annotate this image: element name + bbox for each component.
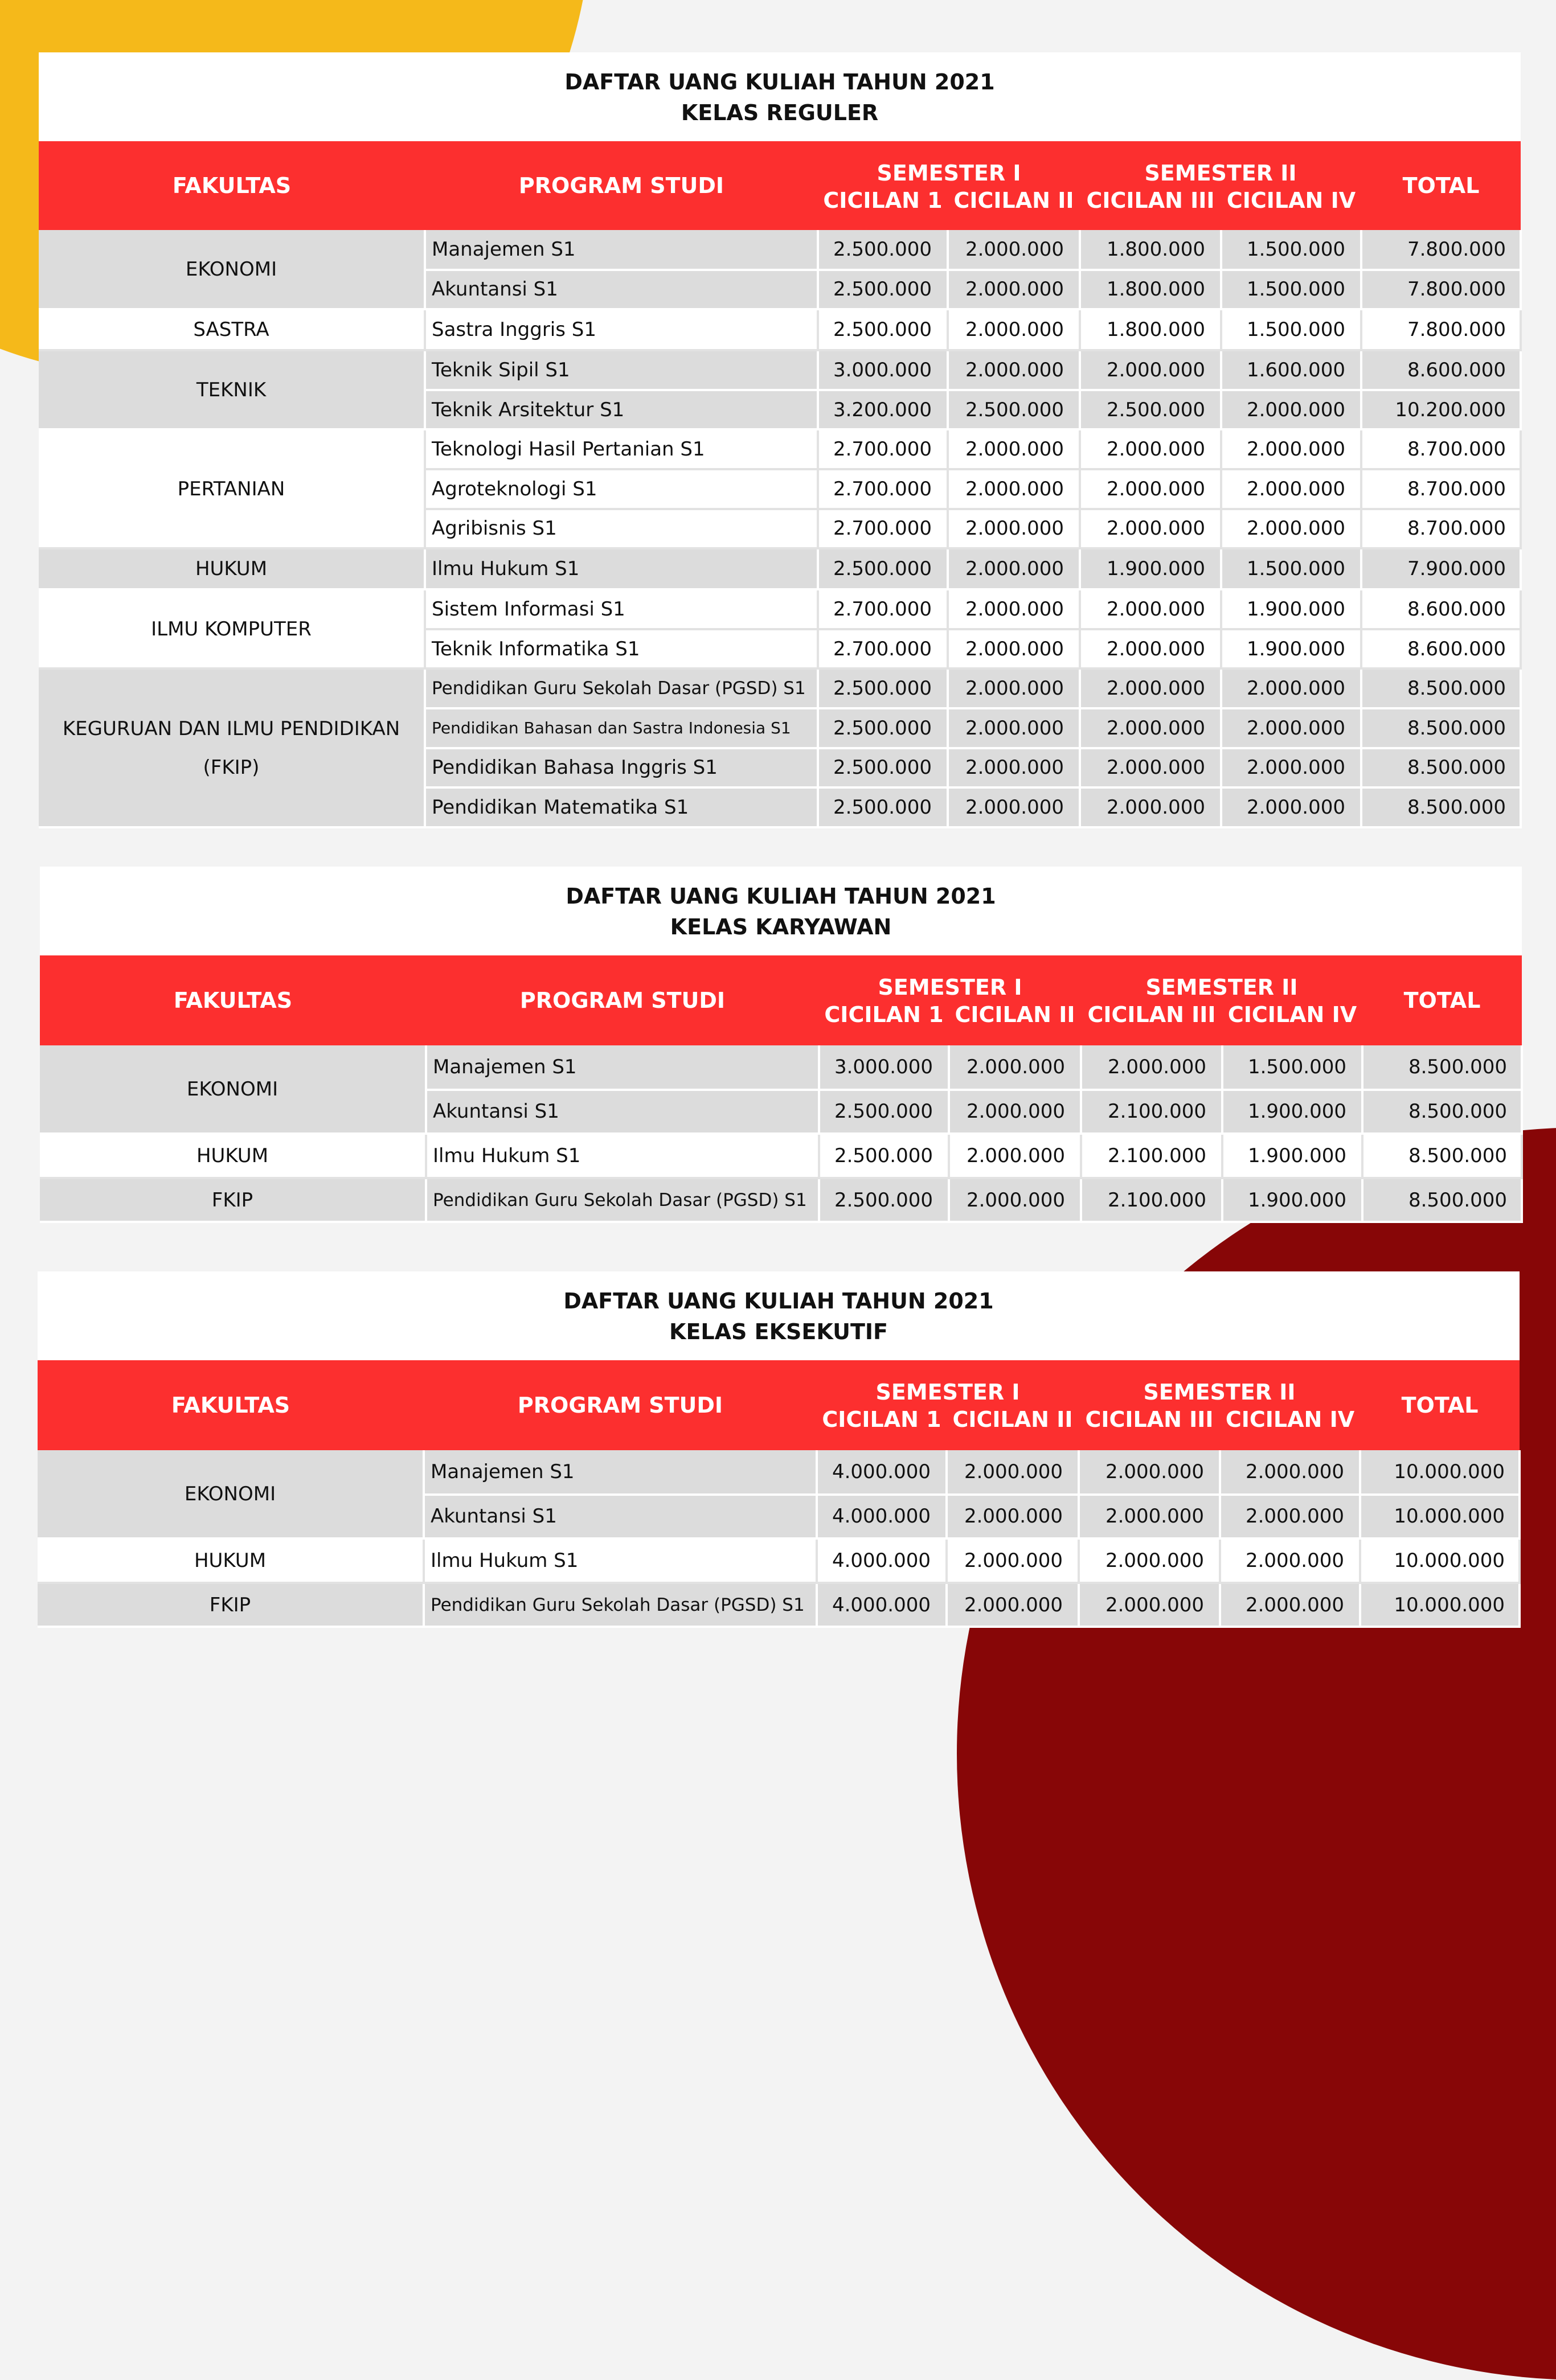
cicilan-4-amount: 2.000.000 [1221,509,1361,549]
program-name: Ilmu Hukum S1 [424,1538,817,1583]
faculty-name: HUKUM [39,548,425,589]
cicilan-4-amount: 1.500.000 [1221,270,1361,310]
table-subtitle: KELAS EKSEKUTIF [38,1316,1520,1360]
header-semester-2: SEMESTER II [1081,955,1362,1001]
program-name: Pendidikan Guru Sekolah Dasar (PGSD) S1 [426,1178,819,1222]
total-amount: 10.000.000 [1360,1450,1520,1495]
program-name: Pendidikan Guru Sekolah Dasar (PGSD) S1 [425,668,818,708]
header-total: TOTAL [1361,141,1521,230]
faculty-name: PERTANIAN [39,429,425,548]
program-name: Manajemen S1 [424,1450,817,1495]
cicilan-2-amount: 2.000.000 [949,1045,1081,1090]
header-fakultas: FAKULTAS [39,141,425,230]
cicilan-3-amount: 2.500.000 [1080,390,1221,430]
table-subtitle: KELAS KARYAWAN [40,911,1522,955]
faculty-name: HUKUM [40,1134,426,1178]
cicilan-1-amount: 3.000.000 [819,1045,949,1090]
cicilan-2-amount: 2.000.000 [948,787,1080,827]
cicilan-3-amount: 1.800.000 [1080,309,1221,350]
cicilan-3-amount: 2.100.000 [1081,1134,1222,1178]
table-row [38,1538,1520,1583]
cicilan-1-amount: 2.500.000 [818,668,948,708]
total-amount: 8.500.000 [1362,1090,1522,1134]
cicilan-2-amount: 2.000.000 [948,668,1080,708]
program-name: Teknik Informatika S1 [425,629,818,669]
table-row [40,1134,1522,1178]
cicilan-2-amount: 2.000.000 [948,748,1080,788]
faculty-name: SASTRA [39,309,425,350]
cicilan-4-amount: 1.900.000 [1222,1178,1362,1222]
cicilan-3-amount: 2.000.000 [1080,469,1221,509]
cicilan-4-amount: 2.000.000 [1220,1583,1360,1627]
total-amount: 8.500.000 [1361,668,1521,708]
total-amount: 8.700.000 [1361,469,1521,509]
table-title: DAFTAR UANG KULIAH TAHUN 2021 [39,52,1521,97]
header-cicilan-3: CICILAN III [1079,1406,1220,1450]
cicilan-2-amount: 2.000.000 [949,1178,1081,1222]
cicilan-3-amount: 2.000.000 [1080,629,1221,669]
cicilan-2-amount: 2.000.000 [948,309,1080,350]
program-name: Ilmu Hukum S1 [426,1134,819,1178]
cicilan-2-amount: 2.000.000 [948,589,1080,629]
cicilan-1-amount: 3.200.000 [818,390,948,430]
cicilan-1-amount: 2.700.000 [818,469,948,509]
faculty-name: KEGURUAN DAN ILMU PENDIDIKAN (FKIP) [39,668,425,827]
cicilan-1-amount: 2.500.000 [818,787,948,827]
cicilan-3-amount: 2.000.000 [1079,1583,1220,1627]
cicilan-4-amount: 1.600.000 [1221,350,1361,390]
header-semester-1: SEMESTER I [817,1360,1079,1406]
table-row [39,230,1521,270]
total-amount: 10.000.000 [1360,1538,1520,1583]
cicilan-3-amount: 1.800.000 [1080,270,1221,310]
table-title: DAFTAR UANG KULIAH TAHUN 2021 [40,867,1522,911]
cicilan-1-amount: 2.500.000 [818,548,948,589]
faculty-name: FKIP [38,1583,424,1627]
cicilan-4-amount: 2.000.000 [1221,469,1361,509]
cicilan-4-amount: 1.500.000 [1221,548,1361,589]
cicilan-1-amount: 2.500.000 [819,1134,949,1178]
header-cicilan-1: CICILAN 1 [818,187,948,230]
table-row [38,1450,1520,1495]
program-name: Agribisnis S1 [425,509,818,549]
cicilan-1-amount: 2.500.000 [818,708,948,748]
cicilan-2-amount: 2.000.000 [948,350,1080,390]
cicilan-1-amount: 2.700.000 [818,429,948,469]
header-semester-2: SEMESTER II [1079,1360,1360,1406]
program-name: Pendidikan Bahasa Inggris S1 [425,748,818,788]
cicilan-2-amount: 2.000.000 [948,708,1080,748]
cicilan-3-amount: 2.000.000 [1080,787,1221,827]
total-amount: 7.800.000 [1361,230,1521,270]
cicilan-4-amount: 2.000.000 [1221,429,1361,469]
cicilan-4-amount: 1.500.000 [1221,309,1361,350]
total-amount: 8.600.000 [1361,589,1521,629]
header-cicilan-1: CICILAN 1 [817,1406,947,1450]
cicilan-3-amount: 2.000.000 [1080,668,1221,708]
cicilan-1-amount: 2.700.000 [818,629,948,669]
cicilan-1-amount: 2.500.000 [819,1178,949,1222]
table-title: DAFTAR UANG KULIAH TAHUN 2021 [38,1271,1520,1316]
table-row [39,548,1521,589]
table-row [40,1045,1522,1090]
cicilan-2-amount: 2.000.000 [949,1134,1081,1178]
program-name: Sastra Inggris S1 [425,309,818,350]
program-name: Akuntansi S1 [425,270,818,310]
total-amount: 8.500.000 [1362,1178,1522,1222]
table-row [39,668,1521,708]
cicilan-1-amount: 2.500.000 [818,230,948,270]
header-semester-1: SEMESTER I [818,141,1080,187]
cicilan-4-amount: 2.000.000 [1221,668,1361,708]
total-amount: 8.600.000 [1361,350,1521,390]
total-amount: 10.000.000 [1360,1495,1520,1539]
cicilan-1-amount: 4.000.000 [817,1450,947,1495]
cicilan-2-amount: 2.000.000 [947,1450,1079,1495]
program-name: Agroteknologi S1 [425,469,818,509]
cicilan-3-amount: 2.000.000 [1080,429,1221,469]
cicilan-3-amount: 2.000.000 [1079,1538,1220,1583]
header-cicilan-1: CICILAN 1 [819,1001,949,1045]
cicilan-1-amount: 2.700.000 [818,509,948,549]
header-program-studi: PROGRAM STUDI [425,141,818,230]
cicilan-4-amount: 1.500.000 [1221,230,1361,270]
table-row [38,1583,1520,1627]
cicilan-1-amount: 4.000.000 [817,1538,947,1583]
cicilan-2-amount: 2.000.000 [948,270,1080,310]
program-name: Ilmu Hukum S1 [425,548,818,589]
program-name: Teknologi Hasil Pertanian S1 [425,429,818,469]
cicilan-1-amount: 2.500.000 [818,270,948,310]
fee-table [39,52,1522,828]
cicilan-3-amount: 2.100.000 [1081,1178,1222,1222]
header-cicilan-4: CICILAN IV [1221,187,1361,230]
faculty-name: EKONOMI [38,1450,424,1538]
program-name: Pendidikan Matematika S1 [425,787,818,827]
fee-table [40,867,1523,1223]
program-name: Teknik Arsitektur S1 [425,390,818,430]
program-name: Pendidikan Bahasan dan Sastra Indonesia S1 [425,708,818,748]
table-row [39,589,1521,629]
table-row [39,429,1521,469]
cicilan-4-amount: 2.000.000 [1221,748,1361,788]
faculty-name: TEKNIK [39,350,425,429]
cicilan-1-amount: 2.500.000 [819,1090,949,1134]
program-name: Teknik Sipil S1 [425,350,818,390]
cicilan-3-amount: 2.000.000 [1079,1450,1220,1495]
faculty-name: FKIP [40,1178,426,1222]
program-name: Manajemen S1 [425,230,818,270]
header-semester-2: SEMESTER II [1080,141,1361,187]
cicilan-4-amount: 1.900.000 [1222,1134,1362,1178]
header-cicilan-3: CICILAN III [1080,187,1221,230]
cicilan-2-amount: 2.000.000 [948,509,1080,549]
cicilan-4-amount: 2.000.000 [1221,390,1361,430]
cicilan-2-amount: 2.000.000 [948,629,1080,669]
cicilan-3-amount: 2.000.000 [1079,1495,1220,1539]
header-cicilan-4: CICILAN IV [1222,1001,1362,1045]
table-subtitle: KELAS REGULER [39,97,1521,141]
fee-table [38,1271,1521,1628]
total-amount: 8.500.000 [1361,708,1521,748]
program-name: Pendidikan Guru Sekolah Dasar (PGSD) S1 [424,1583,817,1627]
cicilan-3-amount: 1.900.000 [1080,548,1221,589]
total-amount: 10.000.000 [1360,1583,1520,1627]
cicilan-1-amount: 4.000.000 [817,1583,947,1627]
cicilan-4-amount: 1.500.000 [1222,1045,1362,1090]
total-amount: 8.500.000 [1362,1134,1522,1178]
cicilan-2-amount: 2.000.000 [947,1538,1079,1583]
header-program-studi: PROGRAM STUDI [426,955,819,1045]
total-amount: 8.600.000 [1361,629,1521,669]
program-name: Akuntansi S1 [426,1090,819,1134]
cicilan-1-amount: 3.000.000 [818,350,948,390]
total-amount: 8.500.000 [1361,748,1521,788]
header-cicilan-2: CICILAN II [947,1406,1079,1450]
header-cicilan-3: CICILAN III [1081,1001,1222,1045]
table-row [39,350,1521,390]
cicilan-1-amount: 4.000.000 [817,1495,947,1539]
total-amount: 8.700.000 [1361,509,1521,549]
cicilan-3-amount: 2.100.000 [1081,1090,1222,1134]
header-fakultas: FAKULTAS [40,955,426,1045]
cicilan-2-amount: 2.000.000 [948,469,1080,509]
total-amount: 10.200.000 [1361,390,1521,430]
header-total: TOTAL [1360,1360,1520,1450]
cicilan-2-amount: 2.000.000 [947,1495,1079,1539]
cicilan-4-amount: 2.000.000 [1220,1450,1360,1495]
cicilan-3-amount: 1.800.000 [1080,230,1221,270]
cicilan-2-amount: 2.000.000 [948,429,1080,469]
cicilan-3-amount: 2.000.000 [1080,589,1221,629]
header-cicilan-4: CICILAN IV [1220,1406,1360,1450]
cicilan-3-amount: 2.000.000 [1081,1045,1222,1090]
cicilan-2-amount: 2.500.000 [948,390,1080,430]
cicilan-2-amount: 2.000.000 [947,1583,1079,1627]
cicilan-4-amount: 2.000.000 [1220,1495,1360,1539]
cicilan-4-amount: 1.900.000 [1221,589,1361,629]
total-amount: 7.900.000 [1361,548,1521,589]
total-amount: 8.500.000 [1361,787,1521,827]
cicilan-2-amount: 2.000.000 [948,548,1080,589]
faculty-name: ILMU KOMPUTER [39,589,425,668]
total-amount: 7.800.000 [1361,309,1521,350]
cicilan-3-amount: 2.000.000 [1080,748,1221,788]
cicilan-2-amount: 2.000.000 [949,1090,1081,1134]
cicilan-4-amount: 2.000.000 [1221,708,1361,748]
faculty-name: EKONOMI [40,1045,426,1134]
header-total: TOTAL [1362,955,1522,1045]
cicilan-1-amount: 2.500.000 [818,748,948,788]
cicilan-1-amount: 2.500.000 [818,309,948,350]
total-amount: 8.500.000 [1362,1045,1522,1090]
table-row [39,309,1521,350]
total-amount: 8.700.000 [1361,429,1521,469]
program-name: Manajemen S1 [426,1045,819,1090]
cicilan-1-amount: 2.700.000 [818,589,948,629]
header-cicilan-2: CICILAN II [949,1001,1081,1045]
header-program-studi: PROGRAM STUDI [424,1360,817,1450]
cicilan-2-amount: 2.000.000 [948,230,1080,270]
program-name: Sistem Informasi S1 [425,589,818,629]
header-fakultas: FAKULTAS [38,1360,424,1450]
program-name: Akuntansi S1 [424,1495,817,1539]
cicilan-4-amount: 1.900.000 [1222,1090,1362,1134]
table-row [40,1178,1522,1222]
cicilan-3-amount: 2.000.000 [1080,708,1221,748]
header-cicilan-2: CICILAN II [948,187,1080,230]
header-semester-1: SEMESTER I [819,955,1081,1001]
cicilan-3-amount: 2.000.000 [1080,350,1221,390]
cicilan-4-amount: 2.000.000 [1221,787,1361,827]
faculty-name: EKONOMI [39,230,425,309]
cicilan-4-amount: 1.900.000 [1221,629,1361,669]
cicilan-3-amount: 2.000.000 [1080,509,1221,549]
faculty-name: HUKUM [38,1538,424,1583]
cicilan-4-amount: 2.000.000 [1220,1538,1360,1583]
total-amount: 7.800.000 [1361,270,1521,310]
